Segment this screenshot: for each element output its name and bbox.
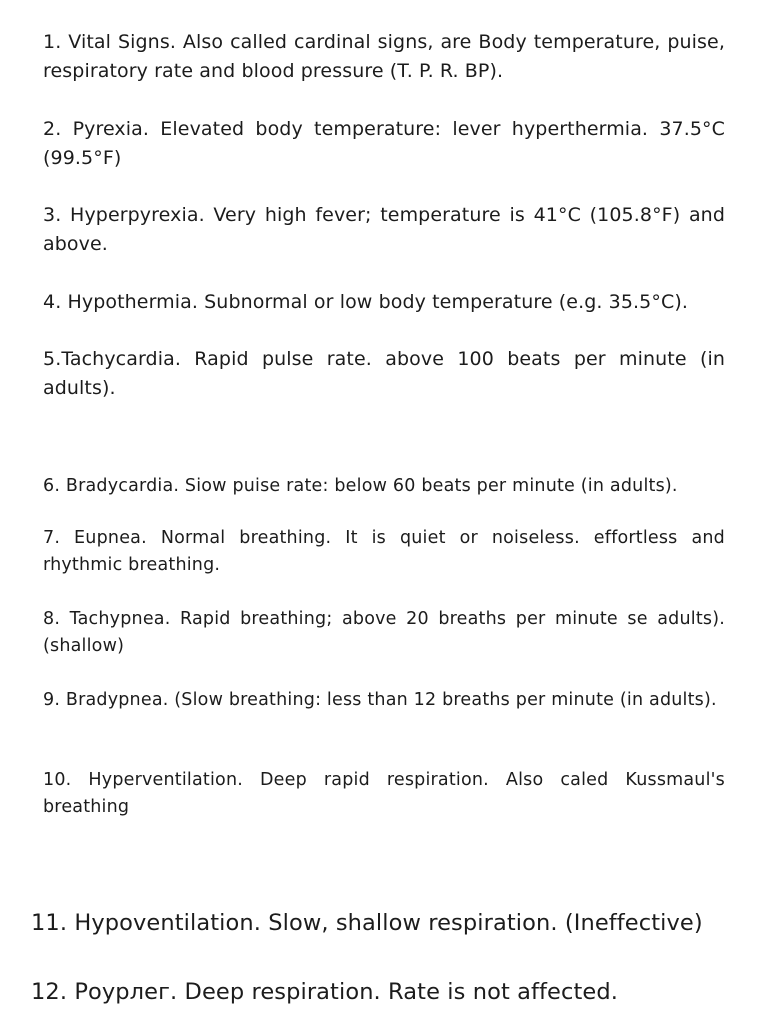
- entry-pyrexia: 2. Pyrexia. Elevated body temperature: lever hyperthermia. 37.5°C (99.5°F): [43, 118, 725, 169]
- entry-hypoventilation: 11. Hypoventilation. Slow, shallow respiration. (Ineffective): [31, 910, 703, 936]
- entry-hypothermia: 4. Hypothermia. Subnormal or low body temperature (e.g. 35.5°C).: [43, 291, 688, 313]
- entry-hyperpnea: 12. Роурлег. Deep respiration. Rate is not affected.: [31, 979, 618, 1005]
- entry-bradypnea: 9. Bradypnea. (Slow breathing: less than 12 breaths per minute (in adults).: [43, 690, 717, 710]
- entry-hyperpyrexia: 3. Hyperpyrexia. Very high fever; temperature is 41°C (105.8°F) and above.: [43, 204, 725, 255]
- entry-vital-signs: 1. Vital Signs. Also called cardinal signs, are Body temperature, puise, respiratory rate and blood pressure (T. P. R. BP).: [43, 31, 725, 82]
- entry-tachypnea: 8. Tachypnea. Rapid breathing; above 20 breaths per minute se adults). (shallow): [43, 609, 725, 656]
- entry-hyperventilation: 10. Hyperventilation. Deep rapid respiration. Also caled Kussmaul's breathing: [43, 770, 725, 817]
- entry-tachycardia: 5.Tachycardia. Rapid pulse rate. above 100 beats per minute (in adults).: [43, 348, 725, 399]
- entry-eupnea: 7. Eupnea. Normal breathing. It is quiet or noiseless. effortless and rhythmic breathing.: [43, 528, 725, 575]
- entry-bradycardia: 6. Bradycardia. Siow puise rate: below 60 beats per minute (in adults).: [43, 476, 678, 496]
